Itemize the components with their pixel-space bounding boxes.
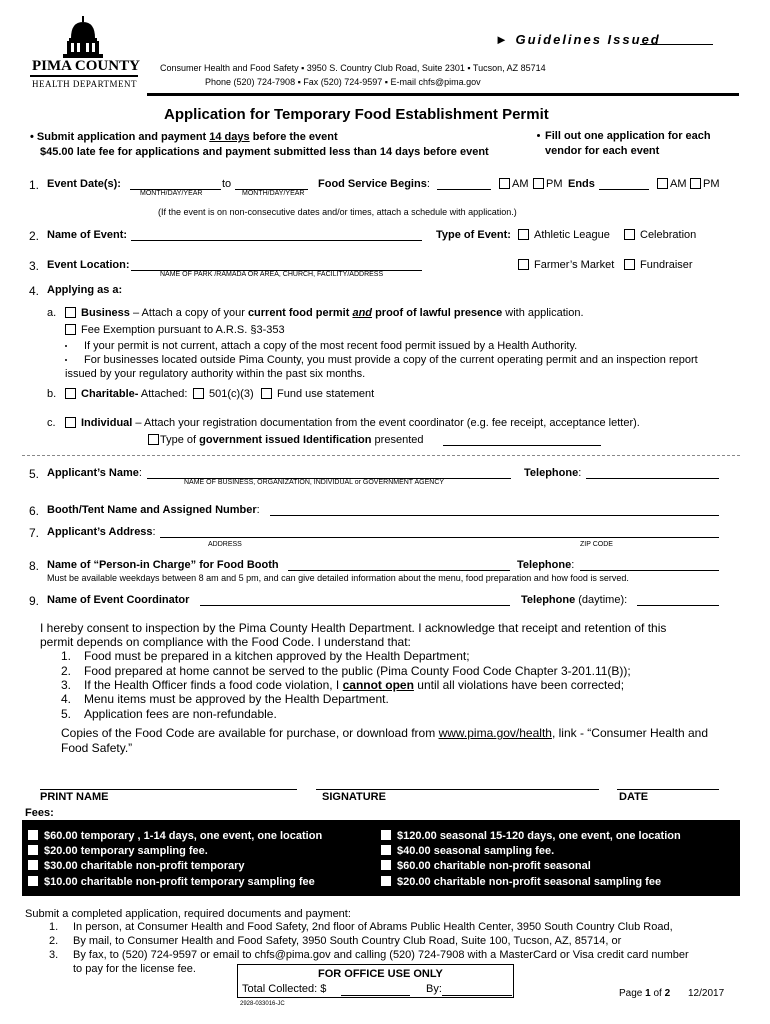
submit-3: By fax, to (520) 724-9597 or email to chfs@pima.gov and calling (520) 724-7908 with a MasterCard or Visa credit card number (73, 949, 689, 961)
fee-left-3: $30.00 charitable non-profit temporary (28, 860, 245, 872)
ends-label: Ends (568, 178, 595, 190)
begins-time-field[interactable] (437, 189, 491, 190)
athletic-label: Athletic League (534, 229, 610, 241)
q6-label: Booth/Tent Name and Assigned Number: (47, 504, 260, 516)
q8-label: Name of “Person-in Charge” for Food Booth (47, 559, 279, 571)
office-use-title: FOR OFFICE USE ONLY (318, 968, 443, 980)
square-bullet-icon (28, 876, 38, 886)
consent-item-2: Food prepared at home cannot be served to the public (Pima County Food Code Chapter 3-201.11(B)); (84, 664, 631, 678)
applicant-name-caption: NAME OF BUSINESS, ORGANIZATION, INDIVIDUAL or GOVERNMENT AGENCY (184, 479, 445, 486)
bullet-dot (537, 134, 540, 137)
type-of-event-label: Type of Event: (436, 229, 511, 241)
business-note-1: If your permit is not current, attach a copy of the most recent food permit issued by a Health Authority. (84, 340, 578, 352)
page-number: Page 1 of 2 (619, 988, 671, 999)
courthouse-dome-logo (63, 16, 103, 58)
celebration-label: Celebration (640, 229, 697, 241)
fees-label: Fees: (25, 807, 54, 819)
fund-use-label: Fund use statement (277, 388, 375, 400)
submit-2: By mail, to Consumer Health and Food Safety, 3950 South Country Club Road, Suite 100, Tucson, AZ, 85714, or (73, 935, 622, 947)
501c3-label: 501(c)(3) (209, 388, 254, 400)
q3-label: Event Location: (47, 259, 130, 271)
q6-number: 6. (29, 504, 40, 518)
q2-number: 2. (29, 229, 40, 243)
begins-am-checkbox[interactable] (499, 178, 510, 189)
office-by-label: By: (426, 983, 442, 995)
event-coordinator-field[interactable] (200, 605, 510, 606)
fee-right-1: $120.00 seasonal 15-120 days, one event, one location (381, 830, 681, 842)
submit-1-num: 1. (49, 921, 59, 933)
q8-number: 8. (29, 559, 40, 573)
submit-intro: Submit a completed application, required documents and payment: (25, 908, 351, 920)
fund-use-checkbox[interactable] (261, 388, 272, 399)
consent-para-1: I hereby consent to inspection by the Pima County Health Department. I acknowledge that receipt and retention of this (40, 621, 667, 635)
submit-2-num: 2. (49, 935, 59, 947)
submit-3-num: 3. (49, 949, 59, 961)
q4c-letter: c. (47, 417, 56, 429)
square-bullet-icon (381, 830, 391, 840)
consent-item-1: Food must be prepared in a kitchen approved by the Health Department; (84, 649, 470, 663)
q8-note: Must be available weekdays between 8 am and 5 pm, and can give detailed information about the menu, food preparation and how food is served. (47, 573, 629, 583)
consent-item-5: Application fees are non-refundable. (84, 707, 277, 721)
q4a-letter: a. (47, 307, 57, 319)
office-by-field[interactable] (442, 995, 512, 996)
square-bullet-icon (381, 860, 391, 870)
athletic-checkbox[interactable] (518, 229, 529, 240)
q4-label: Applying as a: (47, 284, 123, 296)
intro-bullet-1: • Submit application and payment 14 days before the event (30, 131, 338, 143)
intro-bullet-2b: vendor for each event (545, 145, 660, 157)
signature-label: SIGNATURE (322, 791, 386, 803)
consent-item-2-num: 2. (61, 664, 72, 678)
fee-right-4: $20.00 charitable non-profit seasonal sampling fee (381, 876, 661, 888)
q1-label: Event Date(s): (47, 178, 121, 190)
charitable-checkbox[interactable] (65, 388, 76, 399)
consent-para-2: permit depends on compliance with the Food Code. I understand that: (40, 635, 411, 649)
org-name: PIMA COUNTY (32, 58, 140, 74)
business-note-2b: issued by your regulatory authority within the past six months. (65, 368, 366, 380)
caption-to: MONTH/DAY/YEAR (242, 190, 305, 197)
begins-pm-label: PM (546, 178, 563, 190)
fee-left-2: $20.00 temporary sampling fee. (28, 845, 208, 857)
print-name-field[interactable] (40, 789, 297, 790)
fee-right-3: $60.00 charitable non-profit seasonal (381, 860, 591, 872)
fee-exemption-checkbox[interactable] (65, 324, 76, 335)
gov-id-label: Type of government issued Identification presented (160, 434, 424, 446)
header-rule (147, 93, 739, 96)
section-divider (22, 455, 740, 456)
org-rule (30, 75, 138, 77)
q2-label: Name of Event: (47, 229, 128, 241)
gov-id-checkbox[interactable] (148, 434, 159, 445)
square-bullet-icon (28, 860, 38, 870)
consent-item-1-num: 1. (61, 649, 72, 663)
q5-telephone-field[interactable] (586, 478, 719, 479)
ends-pm-checkbox[interactable] (690, 178, 701, 189)
ends-am-checkbox[interactable] (657, 178, 668, 189)
form-title: Application for Temporary Food Establishment Permit (164, 106, 549, 123)
q1-to: to (222, 178, 232, 190)
q8-telephone-label: Telephone: (517, 559, 575, 571)
q9-telephone-label: Telephone (daytime): (521, 594, 628, 606)
event-name-field[interactable] (131, 240, 422, 241)
food-code-copies: Copies of the Food Code are available for purchase, or download from www.pima.gov/health, link - “Consumer Health and (61, 726, 709, 740)
consent-item-4: Menu items must be approved by the Health Department. (84, 692, 389, 706)
guidelines-line[interactable] (640, 44, 713, 45)
q9-number: 9. (29, 594, 40, 608)
caption-from: MONTH/DAY/YEAR (140, 190, 203, 197)
total-collected-field[interactable] (341, 995, 410, 996)
intro-bullet-2a: Fill out one application for each (545, 130, 711, 142)
food-service-begins-label: Food Service Begins: (318, 178, 430, 190)
zip-caption: ZIP CODE (580, 541, 613, 548)
fee-left-4: $10.00 charitable non-profit temporary sampling fee (28, 876, 315, 888)
charitable-label: Charitable- Attached: (81, 388, 188, 400)
ends-time-field[interactable] (599, 189, 649, 190)
q7-number: 7. (29, 526, 40, 540)
q5-telephone-label: Telephone: (524, 467, 582, 479)
fee-left-1: $60.00 temporary , 1-14 days, one event, one location (28, 830, 322, 842)
fee-exemption-label: Fee Exemption pursuant to A.R.S. §3-353 (81, 324, 285, 336)
submit-3b: to pay for the license fee. (73, 963, 196, 975)
address-line: Consumer Health and Food Safety ▪ 3950 S. Country Club Road, Suite 2301 ▪ Tucson, AZ 85714 (160, 63, 546, 73)
person-in-charge-field[interactable] (288, 570, 510, 571)
consent-item-5-num: 5. (61, 707, 72, 721)
applicant-address-field[interactable] (160, 537, 719, 538)
q7-label: Applicant’s Address: (47, 526, 156, 538)
food-code-link[interactable]: www.pima.gov/health (438, 726, 552, 740)
business-text: Business – Attach a copy of your current food permit and proof of lawful presence with application. (81, 307, 584, 319)
q5-number: 5. (29, 467, 40, 481)
individual-text: Individual – Attach your registration documentation from the event coordinator (e.g. fee receipt, acceptance letter). (81, 417, 640, 429)
individual-checkbox[interactable] (65, 417, 76, 428)
print-name-label: PRINT NAME (40, 791, 109, 803)
501c3-checkbox[interactable] (193, 388, 204, 399)
ends-pm-label: PM (703, 178, 720, 190)
revision-date: 12/2017 (688, 988, 725, 999)
q9-telephone-field[interactable] (637, 605, 719, 606)
q1-note: (If the event is on non-consecutive dates and/or times, attach a schedule with application.) (158, 207, 517, 217)
square-bullet-icon (381, 845, 391, 855)
q4b-letter: b. (47, 388, 57, 400)
form-code: 2928-033016-JC (240, 1001, 285, 1007)
booth-name-field[interactable] (270, 515, 719, 516)
org-subname: HEALTH DEPARTMENT (32, 79, 138, 89)
fundraiser-checkbox[interactable] (624, 259, 635, 270)
total-collected-label: Total Collected: $ (242, 983, 327, 995)
farmers-market-checkbox[interactable] (518, 259, 529, 270)
food-code-copies-2: Food Safety.” (61, 741, 133, 755)
guidelines-issued: ► Guidelines Issued (495, 32, 661, 47)
business-checkbox[interactable] (65, 307, 76, 318)
consent-item-3-num: 3. (61, 678, 72, 692)
consent-item-4-num: 4. (61, 692, 72, 706)
q1-number: 1. (29, 178, 40, 192)
q4-number: 4. (29, 284, 40, 298)
q3-number: 3. (29, 259, 40, 273)
location-caption: NAME OF PARK /RAMADA OR AREA, CHURCH, FACILITY/ADDRESS (160, 271, 384, 278)
square-bullet-icon (28, 830, 38, 840)
late-fee-note: $45.00 late fee for applications and payment submitted less than 14 days before event (40, 146, 489, 158)
farmers-market-label: Farmer’s Market (534, 259, 615, 271)
business-note-2a: For businesses located outside Pima County, you must provide a copy of the current operating permit and an inspection report (84, 354, 698, 366)
ends-am-label: AM (670, 178, 687, 190)
bullet-dot (65, 359, 67, 361)
q9-label: Name of Event Coordinator (47, 594, 190, 606)
consent-item-3: If the Health Officer finds a food code violation, I cannot open until all violations have been corrected; (84, 678, 625, 692)
celebration-checkbox[interactable] (624, 229, 635, 240)
begins-pm-checkbox[interactable] (533, 178, 544, 189)
q8-telephone-field[interactable] (580, 570, 719, 571)
square-bullet-icon (381, 876, 391, 886)
fee-right-2: $40.00 seasonal sampling fee. (381, 845, 554, 857)
address-caption: ADDRESS (208, 541, 242, 548)
fundraiser-label: Fundraiser (640, 259, 693, 271)
contact-line: Phone (520) 724-7908 ▪ Fax (520) 724-9597 ▪ E-mail chfs@pima.gov (205, 77, 481, 87)
signature-field[interactable] (316, 789, 599, 790)
bullet-dot (65, 345, 67, 347)
square-bullet-icon (28, 845, 38, 855)
date-label: DATE (619, 791, 649, 803)
gov-id-field[interactable] (443, 445, 601, 446)
submit-1: In person, at Consumer Health and Food Safety, 2nd floor of Abrams Public Health Center, 3950 South Country Club Road, (73, 921, 673, 933)
begins-am-label: AM (512, 178, 529, 190)
q5-label: Applicant’s Name: (47, 467, 142, 479)
date-field[interactable] (617, 789, 719, 790)
